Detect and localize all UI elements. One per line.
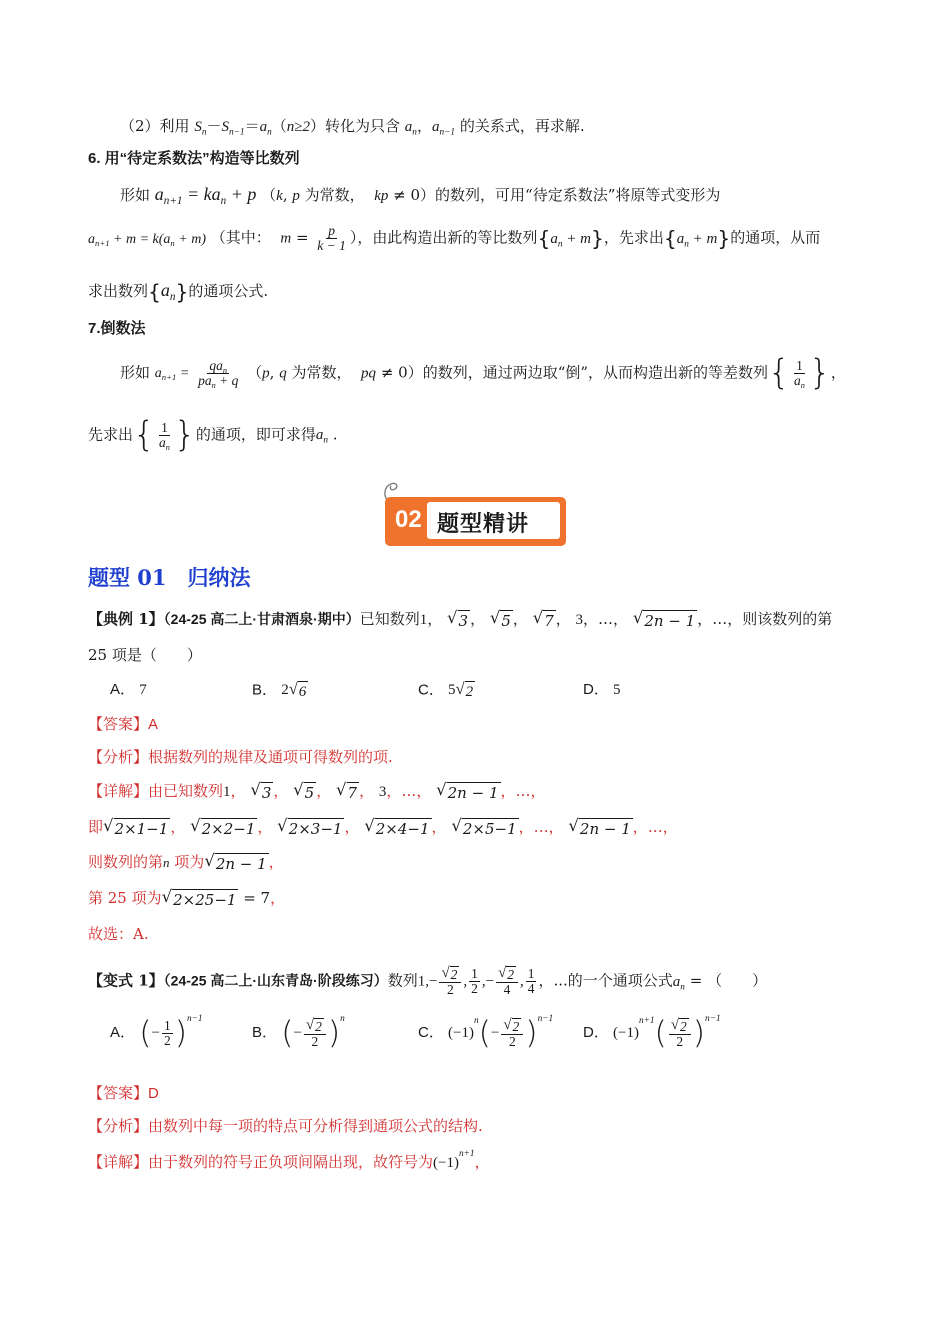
detail-tag: 【详解】 <box>88 782 149 800</box>
variant-1-option-a[interactable]: A． (− $\frac{1}{2}$ )n−1 <box>110 1014 203 1051</box>
variant-1-source: （24-25 高二上·山东青岛·阶段练习） <box>163 972 388 989</box>
sec6-l1-post: 的数列，可用“待定系数法”将原等式变形为 <box>435 186 721 204</box>
sec6-l3-pre: 求出数列 <box>88 282 149 301</box>
sec7-l1-post: 的数列，通过两边取“倒”，从而构造出新的等差数列 <box>422 363 769 382</box>
sec6-l2-post3: 的通项，从而 <box>730 228 821 247</box>
example-1-option-b[interactable]: B． 2 √ 6 <box>252 679 307 700</box>
sec6-l3-post: 的通项公式. <box>188 282 269 301</box>
v-option-d-label: D． <box>583 1024 609 1042</box>
example-1-detail: 【详解】由已知数列1， √ 3 ， √ 5 ， √ 7 ， 3，…， √ 2n − 1 ，…， <box>88 780 546 802</box>
example-1-stem-line-2: 25 项是（ ） <box>88 646 202 664</box>
example-1-analysis <box>88 748 393 766</box>
m-fraction: $\frac{p}{k - 1}$ <box>317 223 346 254</box>
example-1-term-25: 第 25 项为 √ 2×25−1 = 7， <box>88 887 286 909</box>
sec6-l1-pre: 形如 <box>120 186 151 204</box>
topic-heading: 题型 01 归纳法 <box>88 565 251 590</box>
example-1-stem: 【典例 1】（24-25 高二上·甘肃酒泉·期中）已知数列1， √ 3 ， √ 5 ， √ 7 ， 3，…， √ 2n − 1 ，…，则该数列的第 <box>88 608 833 630</box>
sec7-l2-post: 的通项，即可求得 <box>195 425 316 444</box>
example-1-choose: 故选：A. <box>88 925 149 943</box>
ji-text: 即 <box>88 818 104 836</box>
variant-1-answer <box>88 1084 159 1103</box>
v-detail-text: 由于数列的符号正负项间隔出现，故符号为 <box>148 1153 434 1171</box>
term-25-pre: 第 25 项为 <box>88 889 162 907</box>
option-a-label: A． <box>110 681 136 698</box>
example-1-option-d[interactable] <box>583 681 621 699</box>
banner-number: 02 <box>395 506 422 533</box>
example-1-expansion: 即 √ 2×1−1 ， √ 2×2−1 ， √ 2×3−1 ， √ 2×4−1 ， √ 2×5−1 ，…， √ 2n − 1 ，…， <box>88 816 678 838</box>
example-1-answer <box>88 715 158 734</box>
option-c-label: C． <box>418 681 444 699</box>
variant-1-option-d[interactable]: D． (−1)n+1( √ 2 2 )n−1 <box>583 1014 721 1051</box>
answer-value: A <box>148 716 159 733</box>
section-6-line-3: 求出数列$\{a_n\}$的通项公式. <box>88 280 269 304</box>
v-analysis-tag: 【分析】 <box>88 1117 149 1135</box>
item-2-prefix: （2）利用 <box>120 117 195 135</box>
variant-1-stem-end: （ ） <box>707 971 768 990</box>
variant-1-option-b[interactable]: B． (− √ 2 2 )n <box>252 1014 345 1051</box>
example-1-tag: 【典例 1】 <box>88 610 164 628</box>
variant-1-detail: 【详解】由于数列的符号正负项间隔出现，故符号为(−1)n+1， <box>88 1149 490 1171</box>
v-detail-tag: 【详解】 <box>88 1153 149 1171</box>
sec6-l2-post: ，由此构造出新的等比数列 <box>357 228 538 247</box>
example-1-stem-post: ，则该数列的第 <box>727 610 833 628</box>
option-d-value: 5 <box>613 682 621 698</box>
variant-1-analysis <box>88 1117 483 1135</box>
sec6-l2-mid: （其中： <box>210 228 271 247</box>
item-2-condition: n≥2 <box>286 119 310 135</box>
then-pre: 则数列的第 <box>88 853 164 871</box>
analysis-tag: 【分析】 <box>88 748 149 766</box>
reciprocal-fraction: $\frac{qa_n}{pa_n + q}$ <box>198 357 239 390</box>
answer-tag: 【答案】 <box>88 715 149 733</box>
v-analysis-text: 由数列中每一项的特点可分析得到通项公式的结构. <box>148 1117 483 1135</box>
v-answer-value: D <box>148 1085 159 1102</box>
variant-1-stem-pre: 数列 <box>387 971 418 990</box>
sec7-l2-pre: 先求出 <box>88 425 134 444</box>
sec6-l2-post2: ，先求出 <box>603 228 664 247</box>
variant-1-stem: 【变式 1】（24-25 高二上·山东青岛·阶段练习）数列1,− √ 2 2 , $\frac{1}{2}$ ,− √ 2 4 , $\frac{1}{4}$ ，...的一个通项公式$a_n$ = （ ） <box>88 965 768 998</box>
v-answer-tag: 【答案】 <box>88 1084 149 1102</box>
v-option-b-label: B． <box>252 1024 278 1042</box>
section-6-line-1: 形如 $a_{n+1} = ka_n + p$ （k, p 为常数， kp ≠ 0）的数列，可用“待定系数法”将原等式变形为 <box>120 184 721 207</box>
variant-1-tag: 【变式 1】 <box>88 971 164 990</box>
item-2-suffix: 的关系式，再求解. <box>459 117 585 135</box>
variant-1-option-c[interactable]: C． (−1)n(− √ 2 2 )n−1 <box>418 1014 554 1051</box>
section-banner <box>385 497 566 546</box>
section-6-title: 6. 用“待定系数法”构造等比数列 <box>88 150 300 167</box>
option-b-label: B． <box>252 681 278 699</box>
analysis-text: 根据数列的规律及通项可得数列的项. <box>148 748 393 766</box>
example-1-option-c[interactable]: C． 5 √ 2 <box>418 679 474 700</box>
example-1-general-term: 则数列的第n 项为 √ 2n − 1 ， <box>88 851 284 873</box>
example-1-option-a[interactable] <box>110 681 147 699</box>
sec6-l1-note: 为常数， <box>304 186 365 204</box>
item-2-line: （2）利用 $S_n-S_{n-1}=a_n(n\ge 2)$转化为只含 $a_n$，$a_{n-1}$ 的关系式，再求解. <box>120 117 585 138</box>
variant-1-stem-post: ...的一个通项公式 <box>553 971 673 990</box>
detail-pre: 由已知数列 <box>148 782 224 800</box>
option-d-label: D． <box>583 681 609 698</box>
banner-title: 题型精讲 <box>437 512 530 537</box>
item-2-mid: 转化为只含 <box>325 117 405 135</box>
sec7-l1-pre: 形如 <box>120 363 151 382</box>
section-7-line-2: 先求出{ $\frac{1}{a_n}$ }的通项，即可求得$a_n$ . <box>88 415 338 455</box>
section-7-line-1: 形如 $a_{n+1}$ = $\frac{qa_n}{pa_n + q}$ （p, q 为常数， pq ≠ 0）的数列，通过两边取“倒”，从而构造出新的等差数列{ $\frac{1}{a_n}$ }， <box>120 353 846 393</box>
then-mid: 项为 <box>174 853 205 871</box>
v-option-a-label: A． <box>110 1024 136 1042</box>
sec7-l1-note: 为常数， <box>291 363 352 382</box>
example-1-source: （24-25 高二上·甘肃酒泉·期中） <box>163 611 360 627</box>
example-1-stem-pre: 已知数列 <box>359 610 420 628</box>
section-7-title: 7.倒数法 <box>88 320 146 337</box>
v-option-c-label: C． <box>418 1024 444 1042</box>
option-a-value: 7 <box>139 682 147 698</box>
section-6-line-2: $a_{n+1} + m = k(a_n + m)$ （其中： m = $\frac{p}{k - 1}$ ），由此构造出新的等比数列$\{a_n + m\}$，先求出$\{a_n + m\}$的通项，从而 <box>88 223 821 254</box>
